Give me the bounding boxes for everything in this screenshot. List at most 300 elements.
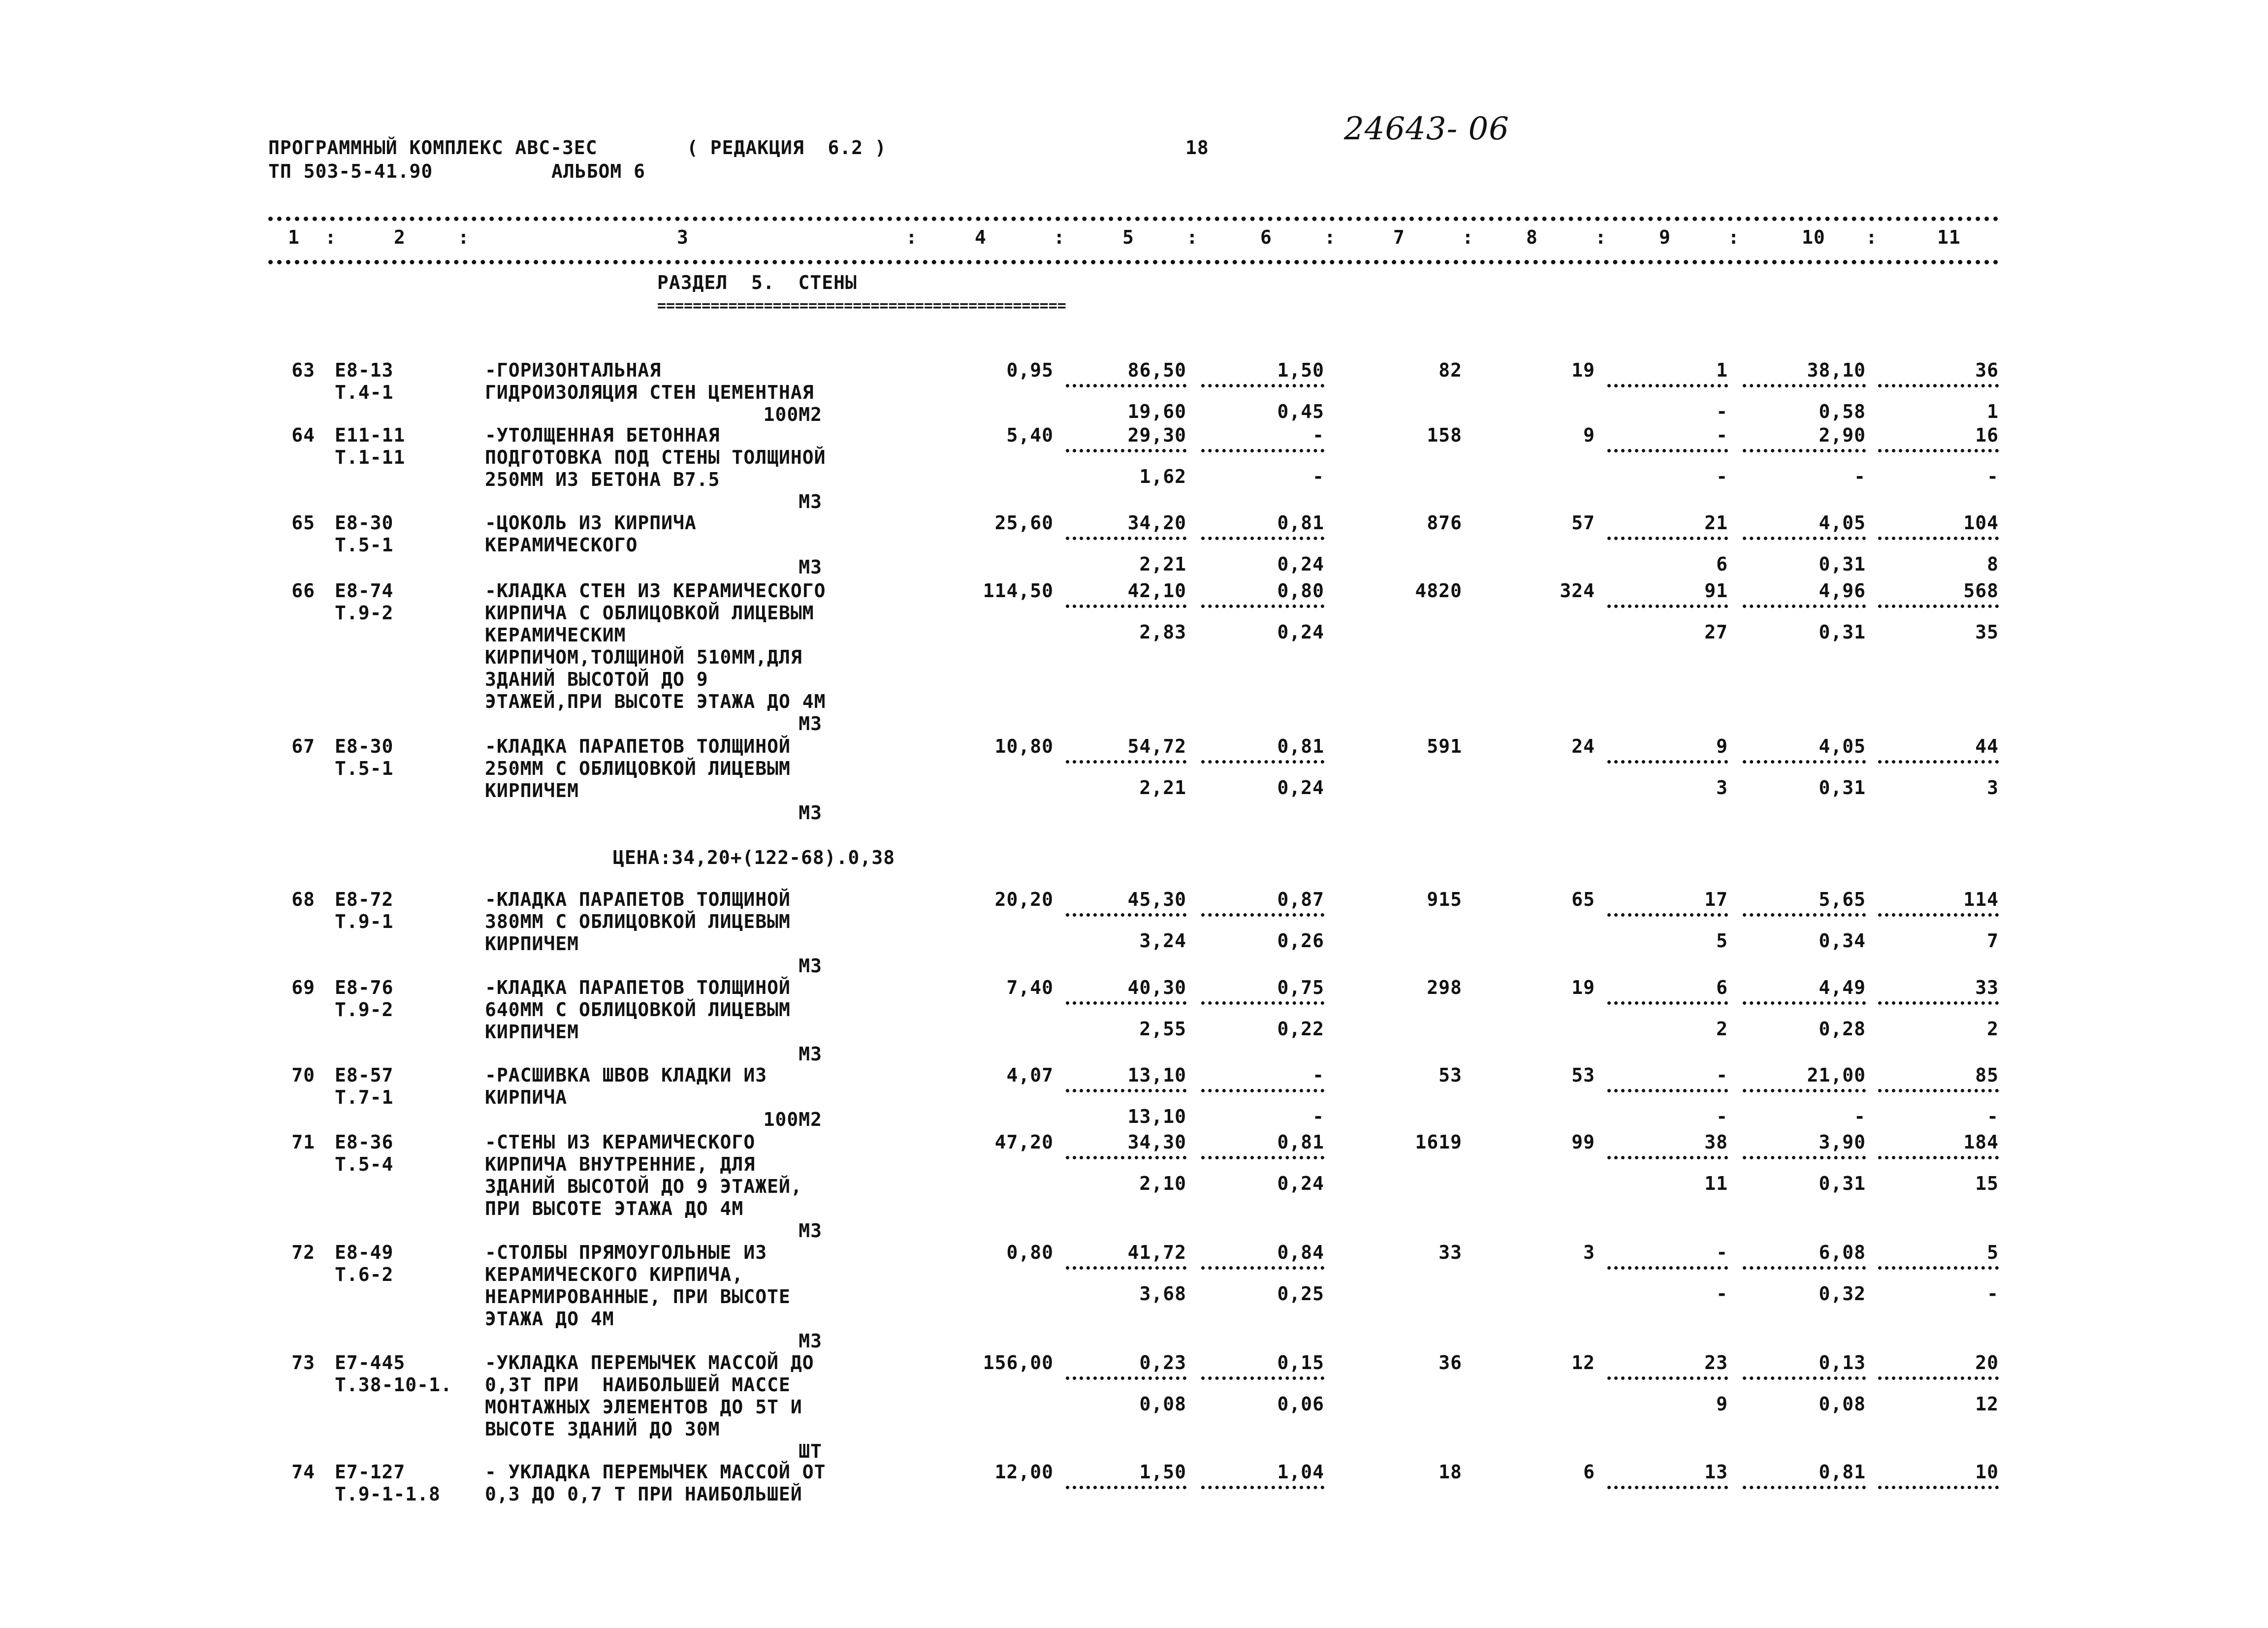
column-number-8: 8 (1526, 226, 1538, 248)
rate-reference: Т.1-11 (335, 447, 406, 468)
rate-code: Е8-30 (335, 512, 394, 534)
machine-wage-value: 6 (1716, 553, 1728, 575)
work-description-line: 250ММ ИЗ БЕТОНА В7.5 (485, 469, 720, 490)
section-underline: ============================================== (657, 297, 1066, 315)
value-separator (1201, 384, 1324, 387)
machine-wage-value: - (1716, 1106, 1728, 1127)
work-description-line: ВЫСОТЕ ЗДАНИЙ ДО 30М (485, 1418, 720, 1440)
total-labor-machine-value: - (1987, 466, 1999, 487)
section-title: РАЗДЕЛ 5. СТЕНЫ (657, 272, 857, 293)
unit-of-measure: М3 (799, 713, 822, 734)
wage-per-unit-value: 0,15 (1277, 1352, 1324, 1373)
work-description-line: ГИДРОИЗОЛЯЦИЯ СТЕН ЦЕМЕНТНАЯ (485, 382, 814, 403)
unit-of-measure: М3 (799, 1220, 822, 1242)
unit-cost-machine-value: 0,08 (1139, 1393, 1186, 1415)
machine-cost-value: 23 (1704, 1352, 1728, 1373)
value-separator (1201, 1486, 1324, 1489)
unit-cost-machine-value: 1,62 (1139, 466, 1186, 487)
work-description-line: КИРПИЧА С ОБЛИЦОВКОЙ ЛИЦЕВЫМ (485, 602, 814, 624)
work-description-line: КЕРАМИЧЕСКОГО (485, 534, 638, 556)
row-number: 69 (291, 977, 315, 998)
column-number-5: 5 (1122, 226, 1134, 248)
value-separator (1607, 1089, 1728, 1092)
rate-reference: Т.6-2 (335, 1264, 394, 1285)
column-separator: : (1595, 226, 1607, 248)
value-separator (1743, 913, 1866, 917)
header-rule-top (268, 217, 1999, 221)
row-number: 66 (291, 580, 315, 602)
unit-cost-machine-value: 2,21 (1139, 777, 1186, 798)
wage-per-unit-value: 0,81 (1277, 735, 1324, 757)
rate-code: Е8-72 (335, 889, 394, 910)
unit-cost-value: 54,72 (1127, 735, 1186, 757)
machine-wage-value: 27 (1704, 621, 1728, 643)
row-number: 73 (291, 1352, 315, 1373)
value-separator (1607, 449, 1728, 452)
value-separator (1066, 760, 1186, 764)
wage-machine-value: 0,06 (1277, 1393, 1324, 1415)
value-separator (1607, 1001, 1728, 1005)
value-separator (1878, 1089, 1999, 1092)
value-separator (1607, 1266, 1728, 1270)
unit-cost-machine-value: 13,10 (1127, 1106, 1186, 1127)
total-cost-value: 36 (1438, 1352, 1462, 1373)
row-number: 74 (291, 1461, 315, 1483)
header-project: ТП 503-5-41.90 (268, 160, 433, 182)
column-separator: : (1728, 226, 1740, 248)
price-formula-note: ЦЕНА:34,20+(122-68).0,38 (613, 847, 895, 868)
header-rule-bottom (268, 260, 1999, 264)
value-separator (1066, 605, 1186, 608)
column-separator: : (906, 226, 918, 248)
total-labor-value: 85 (1975, 1064, 1999, 1086)
total-cost-value: 18 (1438, 1461, 1462, 1483)
value-separator (1878, 1001, 1999, 1005)
unit-cost-value: 34,30 (1127, 1131, 1186, 1153)
total-cost-value: 876 (1427, 512, 1462, 534)
value-separator (1066, 1376, 1186, 1380)
unit-of-measure: 100М2 (763, 1109, 822, 1130)
total-cost-value: 33 (1438, 1242, 1462, 1263)
value-separator (1066, 913, 1186, 917)
value-separator (1066, 1089, 1186, 1092)
total-wages-value: 3 (1583, 1242, 1595, 1263)
work-description-line: ЭТАЖЕЙ,ПРИ ВЫСОТЕ ЭТАЖА ДО 4М (485, 691, 826, 712)
labor-per-unit-value: 4,05 (1819, 735, 1866, 757)
column-number-4: 4 (975, 226, 987, 248)
labor-machine-value: 0,34 (1819, 930, 1866, 952)
work-description-line: -КЛАДКА СТЕН ИЗ КЕРАМИЧЕСКОГО (485, 580, 826, 602)
labor-machine-value: 0,31 (1819, 777, 1866, 798)
unit-of-measure: ШТ (799, 1440, 822, 1462)
unit-of-measure: 100М2 (763, 404, 822, 425)
unit-of-measure: М3 (799, 556, 822, 578)
row-number: 64 (291, 424, 315, 446)
work-description-line: ПРИ ВЫСОТЕ ЭТАЖА ДО 4М (485, 1198, 744, 1219)
value-separator (1878, 605, 1999, 608)
value-separator (1743, 1001, 1866, 1005)
total-cost-value: 915 (1427, 889, 1462, 910)
labor-per-unit-value: 5,65 (1819, 889, 1866, 910)
total-labor-value: 104 (1963, 512, 1999, 534)
wage-per-unit-value: 0,81 (1277, 1131, 1324, 1153)
machine-cost-value: 1 (1716, 359, 1728, 381)
value-separator (1201, 1156, 1324, 1159)
rate-code: Е8-74 (335, 580, 394, 602)
value-separator (1066, 384, 1186, 387)
unit-of-measure: М3 (799, 1043, 822, 1065)
value-separator (1607, 605, 1728, 608)
work-description-line: - УКЛАДКА ПЕРЕМЫЧЕК МАССОЙ ОТ (485, 1461, 826, 1483)
quantity-value: 25,60 (994, 512, 1054, 534)
machine-cost-value: - (1716, 424, 1728, 446)
rate-reference: Т.5-1 (335, 758, 394, 779)
rate-reference: Т.38-10-1. (335, 1374, 452, 1396)
machine-wage-value: 9 (1716, 1393, 1728, 1415)
wage-per-unit-value: 0,87 (1277, 889, 1324, 910)
wage-per-unit-value: 1,50 (1277, 359, 1324, 381)
value-separator (1878, 1156, 1999, 1159)
total-labor-machine-value: 7 (1987, 930, 1999, 952)
value-separator (1201, 1089, 1324, 1092)
total-labor-value: 5 (1987, 1242, 1999, 1263)
machine-cost-value: 91 (1704, 580, 1728, 602)
wage-per-unit-value: - (1312, 1064, 1324, 1086)
quantity-value: 156,00 (983, 1352, 1054, 1373)
total-cost-value: 591 (1427, 735, 1462, 757)
value-separator (1201, 760, 1324, 764)
work-description-line: -ГОРИЗОНТАЛЬНАЯ (485, 359, 662, 381)
labor-per-unit-value: 4,05 (1819, 512, 1866, 534)
machine-wage-value: - (1716, 401, 1728, 422)
value-separator (1878, 537, 1999, 540)
machine-cost-value: 17 (1704, 889, 1728, 910)
quantity-value: 0,80 (1006, 1242, 1054, 1263)
machine-wage-value: 5 (1716, 930, 1728, 952)
unit-cost-value: 40,30 (1127, 977, 1186, 998)
total-wages-value: 324 (1560, 580, 1595, 602)
work-description-line: 0,3 ДО 0,7 Т ПРИ НАИБОЛЬШЕЙ (485, 1483, 802, 1505)
wage-per-unit-value: 1,04 (1277, 1461, 1324, 1483)
value-separator (1878, 760, 1999, 764)
labor-machine-value: - (1854, 466, 1866, 487)
labor-machine-value: 0,08 (1819, 1393, 1866, 1415)
header-program: ПРОГРАММНЫЙ КОМПЛЕКС АВС-3ЕС (268, 137, 598, 159)
labor-per-unit-value: 0,81 (1819, 1461, 1866, 1483)
unit-of-measure: М3 (799, 802, 822, 824)
labor-machine-value: 0,58 (1819, 401, 1866, 422)
column-separator: : (458, 226, 470, 248)
labor-per-unit-value: 4,96 (1819, 580, 1866, 602)
value-separator (1066, 1486, 1186, 1489)
total-cost-value: 298 (1427, 977, 1462, 998)
unit-cost-machine-value: 2,21 (1139, 553, 1186, 575)
work-description-line: ЗДАНИЙ ВЫСОТОЙ ДО 9 ЭТАЖЕЙ, (485, 1176, 802, 1197)
wage-machine-value: 0,22 (1277, 1018, 1324, 1040)
labor-machine-value: - (1854, 1106, 1866, 1127)
value-separator (1201, 1376, 1324, 1380)
unit-cost-machine-value: 19,60 (1127, 401, 1186, 422)
rate-reference: Т.7-1 (335, 1086, 394, 1108)
labor-per-unit-value: 21,00 (1807, 1064, 1866, 1086)
work-description-line: КЕРАМИЧЕСКОГО КИРПИЧА, (485, 1264, 744, 1285)
unit-cost-value: 1,50 (1139, 1461, 1186, 1483)
machine-wage-value: 11 (1704, 1173, 1728, 1194)
total-labor-machine-value: - (1987, 1283, 1999, 1305)
quantity-value: 12,00 (994, 1461, 1054, 1483)
value-separator (1743, 1266, 1866, 1270)
total-cost-value: 82 (1438, 359, 1462, 381)
quantity-value: 114,50 (983, 580, 1054, 602)
value-separator (1607, 384, 1728, 387)
value-separator (1743, 1156, 1866, 1159)
machine-cost-value: - (1716, 1064, 1728, 1086)
wage-per-unit-value: 0,75 (1277, 977, 1324, 998)
column-number-10: 10 (1802, 226, 1825, 248)
machine-cost-value: - (1716, 1242, 1728, 1263)
quantity-value: 47,20 (994, 1131, 1054, 1153)
quantity-value: 20,20 (994, 889, 1054, 910)
total-labor-machine-value: 35 (1975, 621, 1999, 643)
work-description-line: 250ММ С ОБЛИЦОВКОЙ ЛИЦЕВЫМ (485, 758, 791, 779)
unit-cost-value: 34,20 (1127, 512, 1186, 534)
column-number-1: 1 (288, 226, 300, 248)
row-number: 65 (291, 512, 315, 534)
value-separator (1878, 449, 1999, 452)
rate-reference: Т.9-2 (335, 999, 394, 1021)
column-number-7: 7 (1393, 226, 1405, 248)
quantity-value: 10,80 (994, 735, 1054, 757)
column-number-11: 11 (1937, 226, 1961, 248)
work-description-line: -УКЛАДКА ПЕРЕМЫЧЕК МАССОЙ ДО (485, 1352, 814, 1373)
work-description-line: 380ММ С ОБЛИЦОВКОЙ ЛИЦЕВЫМ (485, 911, 791, 932)
total-cost-value: 158 (1427, 424, 1462, 446)
machine-cost-value: 21 (1704, 512, 1728, 534)
value-separator (1201, 449, 1324, 452)
total-wages-value: 24 (1571, 735, 1595, 757)
row-number: 71 (291, 1131, 315, 1153)
work-description-line: КИРПИЧЕМ (485, 933, 579, 955)
total-cost-value: 53 (1438, 1064, 1462, 1086)
labor-per-unit-value: 4,49 (1819, 977, 1866, 998)
column-number-6: 6 (1260, 226, 1272, 248)
column-separator: : (1186, 226, 1198, 248)
rate-reference: Т.9-1-1.8 (335, 1483, 441, 1505)
total-wages-value: 99 (1571, 1131, 1595, 1153)
labor-machine-value: 0,31 (1819, 1173, 1866, 1194)
total-labor-machine-value: - (1987, 1106, 1999, 1127)
value-separator (1878, 1376, 1999, 1380)
total-labor-machine-value: 15 (1975, 1173, 1999, 1194)
work-description-line: КИРПИЧА ВНУТРЕННИЕ, ДЛЯ (485, 1153, 756, 1175)
value-separator (1743, 1089, 1866, 1092)
row-number: 72 (291, 1242, 315, 1263)
work-description-line: МОНТАЖНЫХ ЭЛЕМЕНТОВ ДО 5Т И (485, 1396, 802, 1418)
work-description-line: -РАСШИВКА ШВОВ КЛАДКИ ИЗ (485, 1064, 767, 1086)
row-number: 68 (291, 889, 315, 910)
rate-code: Е7-445 (335, 1352, 406, 1373)
total-labor-value: 20 (1975, 1352, 1999, 1373)
rate-code: Е8-49 (335, 1242, 394, 1263)
wage-machine-value: 0,24 (1277, 777, 1324, 798)
quantity-value: 5,40 (1006, 424, 1054, 446)
machine-wage-value: - (1716, 1283, 1728, 1305)
value-separator (1743, 537, 1866, 540)
quantity-value: 7,40 (1006, 977, 1054, 998)
total-wages-value: 9 (1583, 424, 1595, 446)
wage-machine-value: 0,45 (1277, 401, 1324, 422)
labor-per-unit-value: 6,08 (1819, 1242, 1866, 1263)
labor-machine-value: 0,31 (1819, 553, 1866, 575)
total-wages-value: 65 (1571, 889, 1595, 910)
work-description-line: КИРПИЧЕМ (485, 1021, 579, 1043)
total-labor-value: 10 (1975, 1461, 1999, 1483)
total-wages-value: 53 (1571, 1064, 1595, 1086)
rate-code: Е8-57 (335, 1064, 394, 1086)
work-description-line: -СТОЛБЫ ПРЯМОУГОЛЬНЫЕ ИЗ (485, 1242, 767, 1263)
wage-machine-value: 0,24 (1277, 1173, 1324, 1194)
work-description-line: 640ММ С ОБЛИЦОВКОЙ ЛИЦЕВЫМ (485, 999, 791, 1021)
unit-cost-value: 13,10 (1127, 1064, 1186, 1086)
rate-code: Е11-11 (335, 424, 406, 446)
labor-per-unit-value: 2,90 (1819, 424, 1866, 446)
row-number: 63 (291, 359, 315, 381)
rate-reference: Т.4-1 (335, 382, 394, 403)
unit-of-measure: М3 (799, 1330, 822, 1352)
unit-cost-value: 45,30 (1127, 889, 1186, 910)
work-description-line: КИРПИЧА (485, 1086, 568, 1108)
labor-per-unit-value: 3,90 (1819, 1131, 1866, 1153)
rate-code: Е7-127 (335, 1461, 406, 1483)
value-separator (1201, 913, 1324, 917)
total-labor-machine-value: 12 (1975, 1393, 1999, 1415)
value-separator (1743, 605, 1866, 608)
wage-machine-value: 0,24 (1277, 621, 1324, 643)
unit-cost-value: 42,10 (1127, 580, 1186, 602)
work-description-line: -КЛАДКА ПАРАПЕТОВ ТОЛЩИНОЙ (485, 735, 791, 757)
total-labor-value: 33 (1975, 977, 1999, 998)
work-description-line: ЗДАНИЙ ВЫСОТОЙ ДО 9 (485, 669, 708, 690)
value-separator (1607, 760, 1728, 764)
machine-wage-value: 2 (1716, 1018, 1728, 1040)
value-separator (1878, 384, 1999, 387)
value-separator (1201, 1266, 1324, 1270)
unit-cost-machine-value: 2,83 (1139, 621, 1186, 643)
work-description-line: КИРПИЧЕМ (485, 780, 579, 801)
column-number-2: 2 (394, 226, 406, 248)
unit-cost-machine-value: 3,68 (1139, 1283, 1186, 1305)
total-wages-value: 6 (1583, 1461, 1595, 1483)
wage-per-unit-value: 0,84 (1277, 1242, 1324, 1263)
unit-cost-value: 41,72 (1127, 1242, 1186, 1263)
value-separator (1607, 1376, 1728, 1380)
machine-cost-value: 9 (1716, 735, 1728, 757)
work-description-line: ЭТАЖА ДО 4М (485, 1308, 614, 1330)
value-separator (1743, 449, 1866, 452)
value-separator (1066, 537, 1186, 540)
value-separator (1201, 1001, 1324, 1005)
machine-cost-value: 13 (1704, 1461, 1728, 1483)
quantity-value: 4,07 (1006, 1064, 1054, 1086)
header-album: АЛЬБОМ 6 (551, 160, 646, 182)
total-labor-value: 36 (1975, 359, 1999, 381)
machine-wage-value: - (1716, 466, 1728, 487)
value-separator (1743, 1376, 1866, 1380)
value-separator (1607, 1156, 1728, 1159)
handwritten-document-number: 24643- 06 (1344, 111, 1509, 147)
labor-machine-value: 0,31 (1819, 621, 1866, 643)
total-cost-value: 4820 (1415, 580, 1462, 602)
rate-code: Е8-30 (335, 735, 394, 757)
unit-of-measure: М3 (799, 491, 822, 512)
unit-cost-value: 29,30 (1127, 424, 1186, 446)
unit-of-measure: М3 (799, 955, 822, 977)
work-description-line: -КЛАДКА ПАРАПЕТОВ ТОЛЩИНОЙ (485, 889, 791, 910)
labor-machine-value: 0,28 (1819, 1018, 1866, 1040)
machine-wage-value: 3 (1716, 777, 1728, 798)
work-description-line: 0,3Т ПРИ НАИБОЛЬШЕЙ МАССЕ (485, 1374, 791, 1396)
value-separator (1878, 913, 1999, 917)
total-labor-machine-value: 1 (1987, 401, 1999, 422)
work-description-line: КИРПИЧОМ,ТОЛЩИНОЙ 510ММ,ДЛЯ (485, 646, 802, 668)
wage-machine-value: 0,24 (1277, 553, 1324, 575)
work-description-line: КЕРАМИЧЕСКИМ (485, 624, 626, 646)
unit-cost-machine-value: 2,55 (1139, 1018, 1186, 1040)
work-description-line: ПОДГОТОВКА ПОД СТЕНЫ ТОЛЩИНОЙ (485, 447, 826, 468)
column-separator: : (1866, 226, 1878, 248)
row-number: 67 (291, 735, 315, 757)
wage-per-unit-value: 0,81 (1277, 512, 1324, 534)
labor-per-unit-value: 38,10 (1807, 359, 1866, 381)
total-labor-value: 16 (1975, 424, 1999, 446)
value-separator (1201, 605, 1324, 608)
unit-cost-value: 86,50 (1127, 359, 1186, 381)
total-cost-value: 1619 (1415, 1131, 1462, 1153)
wage-per-unit-value: 0,80 (1277, 580, 1324, 602)
column-separator: : (1462, 226, 1474, 248)
rate-reference: Т.9-1 (335, 911, 394, 932)
work-description-line: -КЛАДКА ПАРАПЕТОВ ТОЛЩИНОЙ (485, 977, 791, 998)
total-labor-value: 184 (1963, 1131, 1999, 1153)
value-separator (1878, 1266, 1999, 1270)
total-labor-machine-value: 2 (1987, 1018, 1999, 1040)
work-description-line: -ЦОКОЛЬ ИЗ КИРПИЧА (485, 512, 697, 534)
unit-cost-machine-value: 3,24 (1139, 930, 1186, 952)
total-wages-value: 19 (1571, 359, 1595, 381)
work-description-line: -СТЕНЫ ИЗ КЕРАМИЧЕСКОГО (485, 1131, 756, 1153)
labor-per-unit-value: 0,13 (1819, 1352, 1866, 1373)
value-separator (1743, 760, 1866, 764)
labor-machine-value: 0,32 (1819, 1283, 1866, 1305)
wage-per-unit-value: - (1312, 424, 1324, 446)
quantity-value: 0,95 (1006, 359, 1054, 381)
value-separator (1607, 537, 1728, 540)
work-description-line: -УТОЛЩЕННАЯ БЕТОННАЯ (485, 424, 720, 446)
total-wages-value: 57 (1571, 512, 1595, 534)
total-labor-value: 44 (1975, 735, 1999, 757)
machine-cost-value: 6 (1716, 977, 1728, 998)
value-separator (1743, 384, 1866, 387)
column-separator: : (1324, 226, 1336, 248)
wage-machine-value: 0,26 (1277, 930, 1324, 952)
rate-code: Е8-76 (335, 977, 394, 998)
wage-machine-value: - (1312, 1106, 1324, 1127)
unit-cost-machine-value: 2,10 (1139, 1173, 1186, 1194)
rate-reference: Т.9-2 (335, 602, 394, 624)
rate-reference: Т.5-4 (335, 1153, 394, 1175)
value-separator (1607, 913, 1728, 917)
value-separator (1066, 1156, 1186, 1159)
